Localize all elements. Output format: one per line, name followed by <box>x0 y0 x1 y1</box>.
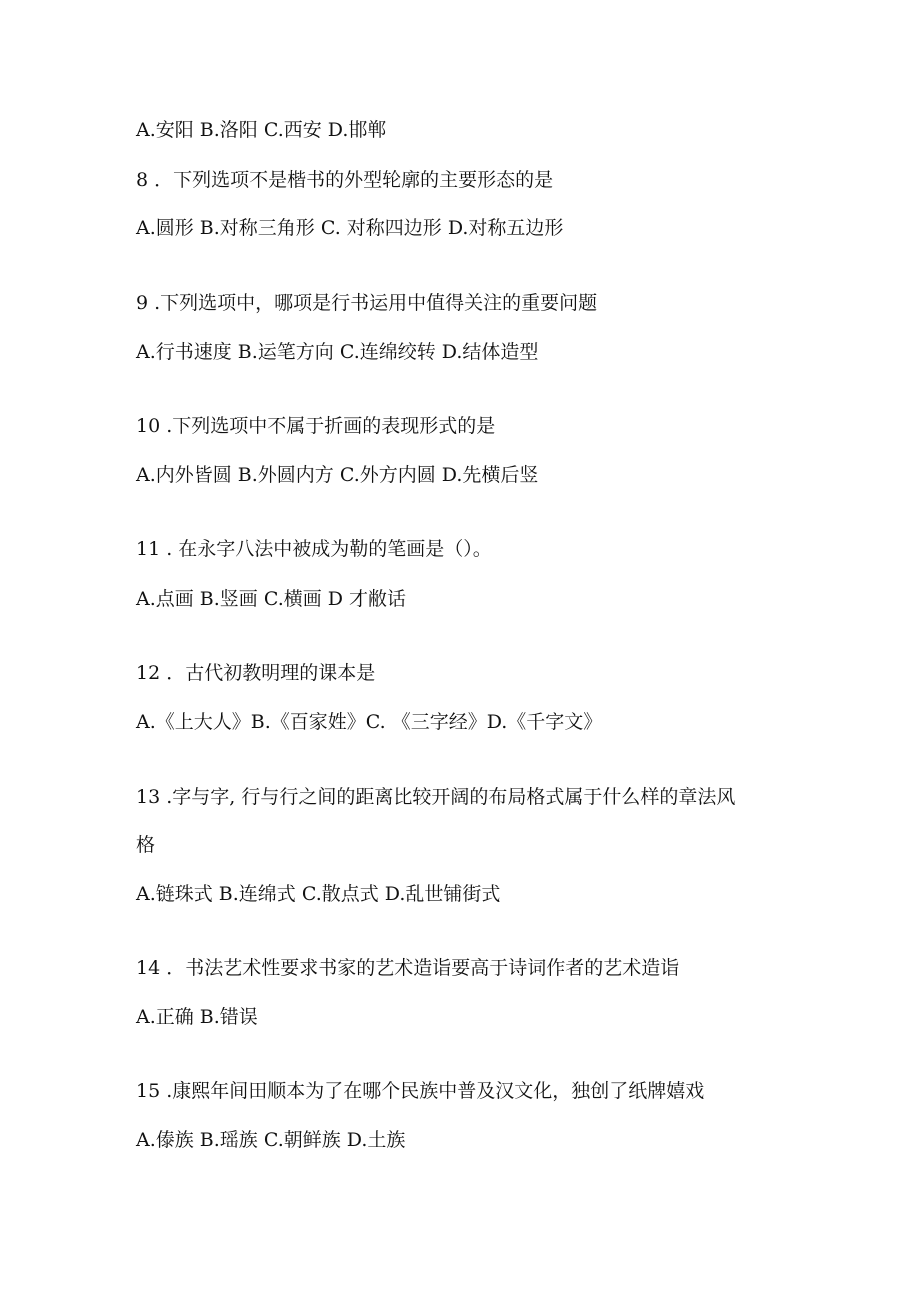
q9-options: A.行书速度 B.运笔方向 C.连绵绞转 D.结体造型 <box>136 341 539 363</box>
q15-question: 15 .康熙年间田顺本为了在哪个民族中普及汉文化，独创了纸牌嬉戏 <box>136 1080 705 1102</box>
q7-options: A.安阳 B.洛阳 C.西安 D.邯郸 <box>136 119 387 141</box>
q8-options: A.圆形 B.对称三角形 C. 对称四边形 D.对称五边形 <box>136 217 564 239</box>
q13-question-continued: 格 <box>136 834 156 856</box>
q11-question: 11 . 在永字八法中被成为勒的笔画是（）。 <box>136 538 492 560</box>
q15-options: A.傣族 B.瑶族 C.朝鲜族 D.土族 <box>136 1129 406 1151</box>
q12-options: A.《上大人》B.《百家姓》C. 《三字经》D.《千字文》 <box>136 711 603 733</box>
q8-question: 8 ．下列选项不是楷书的外型轮廓的主要形态的是 <box>136 169 554 191</box>
q14-options: A.正确 B.错误 <box>136 1006 258 1028</box>
q10-question: 10 .下列选项中不属于折画的表现形式的是 <box>136 415 496 437</box>
q10-options: A.内外皆圆 B.外圆内方 C.外方内圆 D.先横后竖 <box>136 464 539 486</box>
q9-question: 9 .下列选项中，哪项是行书运用中值得关注的重要问题 <box>136 292 598 314</box>
q13-question: 13 .字与字, 行与行之间的距离比较开阔的布局格式属于什么样的章法风 <box>136 786 736 808</box>
q13-options: A.链珠式 B.连绵式 C.散点式 D.乱世铺街式 <box>136 883 501 905</box>
q14-question: 14 ．书法艺术性要求书家的艺术造诣要高于诗词作者的艺术造诣 <box>136 957 680 979</box>
q12-question: 12 ．古代初教明理的课本是 <box>136 662 376 684</box>
q11-options: A.点画 B.竖画 C.横画 D 才敝话 <box>136 588 407 610</box>
